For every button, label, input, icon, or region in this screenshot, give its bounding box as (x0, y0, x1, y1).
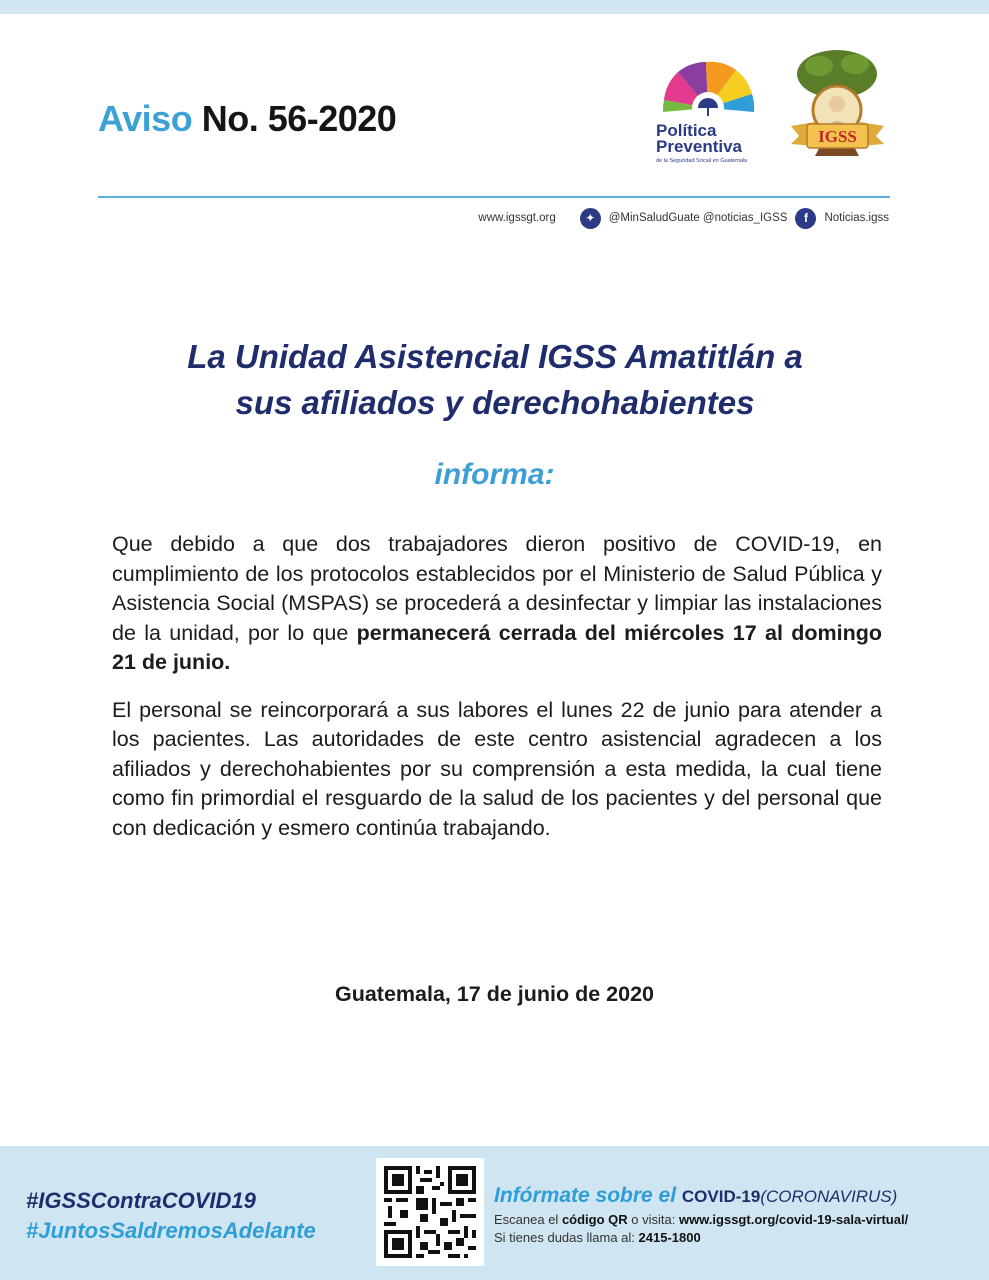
notice-body (112, 530, 882, 861)
header-divider (98, 196, 890, 198)
logo-pp-line1: Política (656, 121, 717, 140)
informa-label: informa: (434, 458, 555, 491)
hashtag-juntos: #JuntosSaldremosAdelante (26, 1218, 316, 1243)
covid-info (494, 1182, 908, 1247)
covid-info-a: Infórmate sobre el (494, 1184, 682, 1207)
aviso-number: No. 56-2020 (201, 98, 397, 139)
scan-bold: código QR (561, 1212, 628, 1227)
phone-label: Si tienes dudas llama al: (494, 1230, 639, 1245)
aviso-title (98, 98, 396, 140)
aviso-prefix: Aviso (98, 98, 193, 139)
logo-igss-text: IGSS (818, 127, 857, 146)
igss-logo (785, 44, 890, 168)
notice-heading-line1: La Unidad Asistencial IGSS Amatitlán a (187, 338, 803, 375)
logo-pp-line2: Preventiva (656, 137, 742, 156)
twitter-icon[interactable]: ✦ (580, 208, 601, 229)
paragraph-2: El personal se reincorporará a sus labores el lunes 22 de junio para atender a los pacientes. Las autoridades de este centro asistencial agradecen a los afiliados y derechohabientes por su comprensión a esta medida, la cual tiene como fin primordial el resguardo de la salud de los pacientes y del personal que con dedicación y esmero continúa trabajando. (112, 697, 882, 840)
scan-line (494, 1211, 908, 1229)
scan-text-1: Escanea el (494, 1212, 562, 1227)
facebook-page[interactable]: Noticias.igss (824, 212, 889, 224)
social-links (478, 206, 889, 230)
twitter-handles[interactable]: @MinSaludGuate @noticias_IGSS (608, 212, 788, 224)
website-link[interactable]: www.igssgt.org (478, 212, 556, 224)
scan-text-2: o visita: (627, 1212, 679, 1227)
notice-heading (80, 334, 910, 426)
logo-pp-sub: de la Seguridad Social en Guatemala (656, 158, 748, 164)
politica-preventiva-logo (648, 50, 778, 168)
paragraph-1-text: Que debido a que dos trabajadores dieron positivo de COVID-19, en cumplimiento de los protocolos establecidos por el Ministerio de Salud Pública y Asistencia Social (MSPAS) se procederá a desinfectar y limpiar las instalaciones de la unidad, por lo que (112, 532, 882, 645)
covid-info-b: COVID-19 (681, 1187, 761, 1206)
paragraph-1 (112, 530, 882, 678)
notice-date: Guatemala, 17 de junio de 2020 (334, 982, 655, 1006)
hashtag-igss: #IGSSContraCOVID19 (26, 1188, 256, 1213)
covid-info-c: (CORONAVIRUS) (760, 1187, 898, 1206)
top-band (0, 0, 989, 14)
paragraph-1-bold: permanecerá cerrada del miércoles 17 al domingo 21 de junio. (112, 620, 882, 674)
notice-heading-line2: sus afiliados y derechohabientes (235, 384, 755, 421)
facebook-icon[interactable]: f (795, 208, 816, 229)
covid-info-heading (494, 1182, 908, 1211)
phone-line (494, 1229, 908, 1247)
phone-number[interactable]: 2415-1800 (638, 1230, 701, 1245)
qr-code[interactable] (376, 1158, 484, 1266)
covid-url-link[interactable]: www.igssgt.org/covid-19-sala-virtual/ (678, 1212, 909, 1227)
